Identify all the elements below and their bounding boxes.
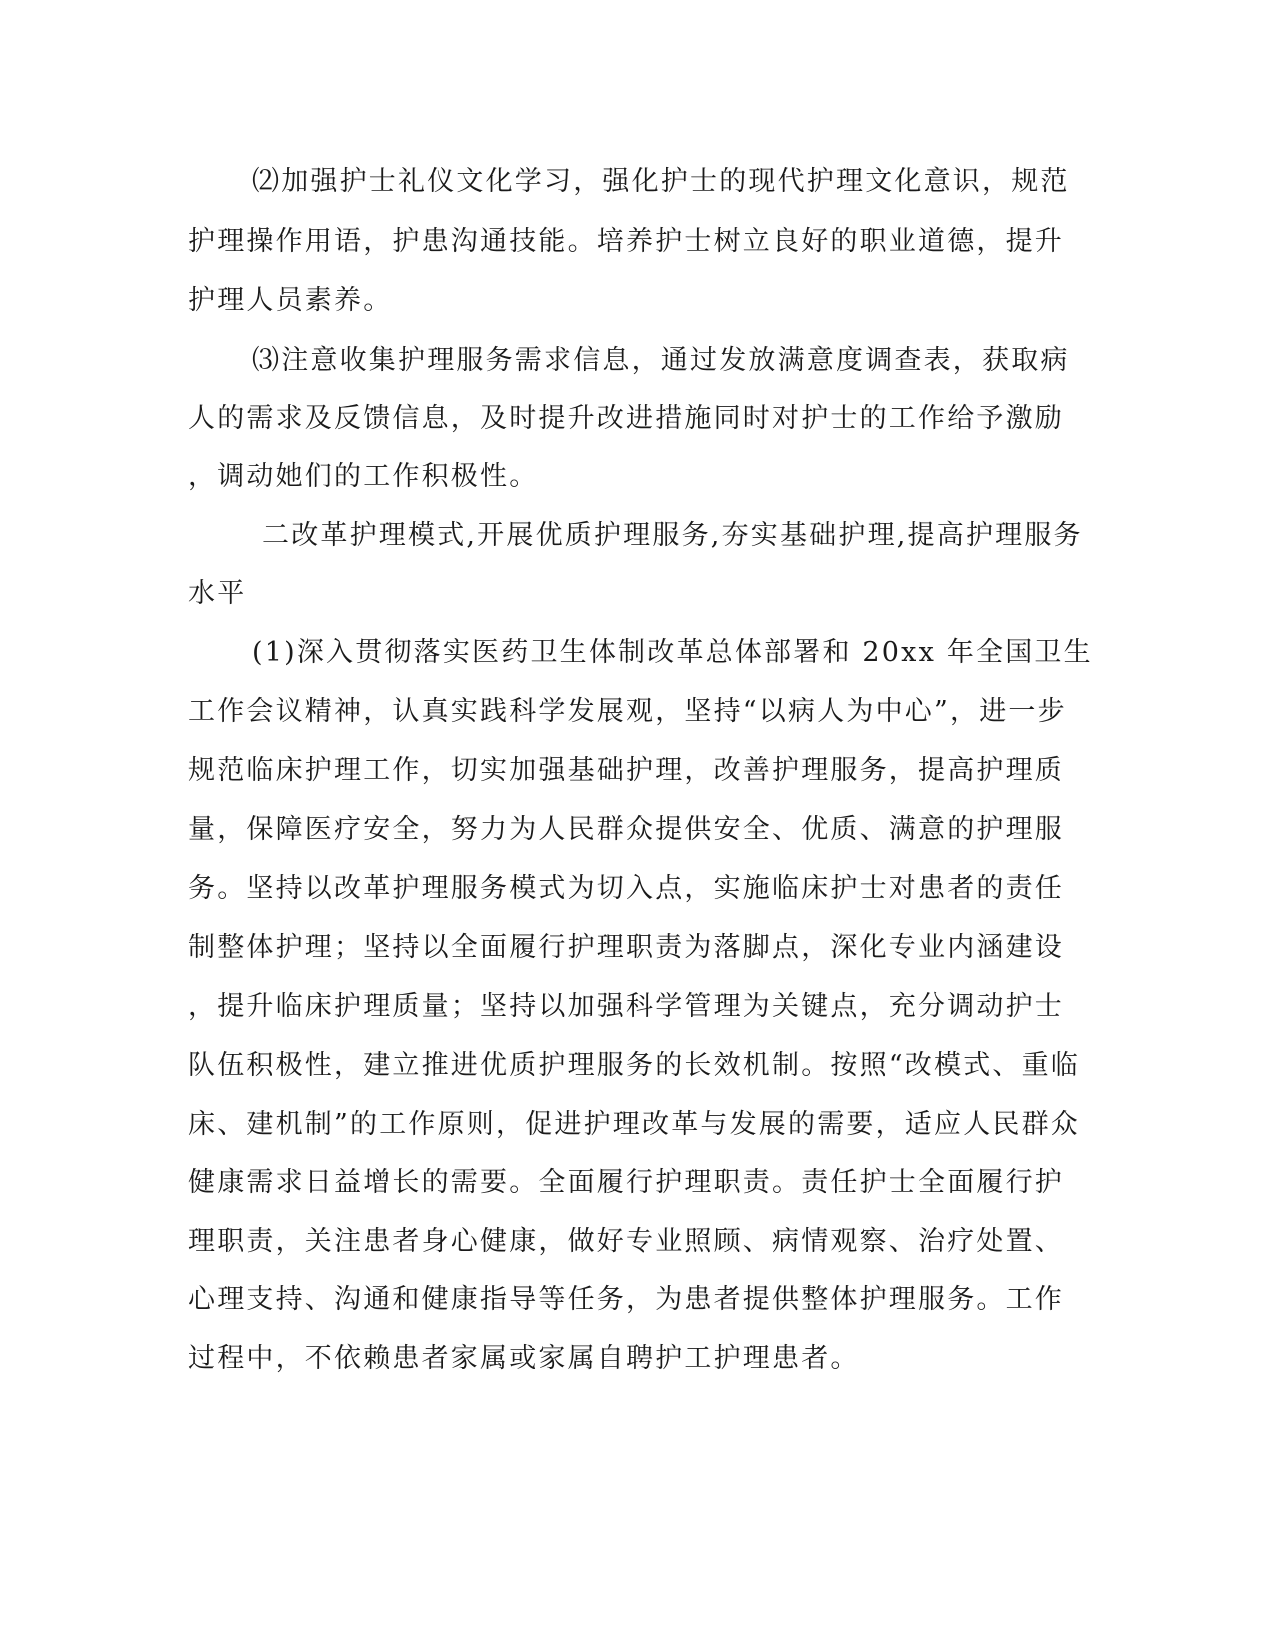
section-heading-line-2: 水平 xyxy=(188,578,247,609)
paragraph-4-line-9: 床、建机制”的工作原则，促进护理改革与发展的需要，适应人民群众 xyxy=(188,1109,1081,1140)
paragraph-4-line-7: ，提升临床护理质量；坚持以加强科学管理为关键点，充分调动护士 xyxy=(188,991,1064,1022)
paragraph-4-line-10: 健康需求日益增长的需要。全面履行护理职责。责任护士全面履行护 xyxy=(188,1167,1064,1198)
paragraph-2-line-1: ⑶注意收集护理服务需求信息，通过发放满意度调查表，获取病 xyxy=(252,345,1070,376)
paragraph-1-line-1: ⑵加强护士礼仪文化学习，强化护士的现代护理文化意识，规范 xyxy=(252,166,1070,197)
paragraph-4-line-1: (1)深入贯彻落实医药卫生体制改革总体部署和 20xx 年全国卫生 xyxy=(252,637,1093,668)
paragraph-4-line-12: 心理支持、沟通和健康指导等任务，为患者提供整体护理服务。工作 xyxy=(188,1284,1064,1315)
paragraph-2-line-2: 人的需求及反馈信息，及时提升改进措施同时对护士的工作给予激励 xyxy=(188,403,1064,434)
paragraph-4-line-11: 理职责，关注患者身心健康，做好专业照顾、病情观察、治疗处置、 xyxy=(188,1226,1064,1257)
paragraph-4-line-4: 量，保障医疗安全，努力为人民群众提供安全、优质、满意的护理服 xyxy=(188,814,1064,845)
paragraph-4-line-5: 务。坚持以改革护理服务模式为切入点，实施临床护士对患者的责任 xyxy=(188,873,1064,904)
paragraph-4-line-3: 规范临床护理工作，切实加强基础护理，改善护理服务，提高护理质 xyxy=(188,755,1064,786)
paragraph-1-line-3: 护理人员素养。 xyxy=(188,285,393,316)
paragraph-2-line-3: ，调动她们的工作积极性。 xyxy=(188,461,539,492)
section-heading-line-1: 二改革护理模式,开展优质护理服务,夯实基础护理,提高护理服务 xyxy=(262,520,1083,551)
paragraph-4-line-8: 队伍积极性，建立推进优质护理服务的长效机制。按照“改模式、重临 xyxy=(188,1050,1081,1081)
paragraph-1-line-2: 护理操作用语，护患沟通技能。培养护士树立良好的职业道德，提升 xyxy=(188,226,1064,257)
paragraph-4-line-2: 工作会议精神，认真实践科学发展观，坚持“以病人为中心”，进一步 xyxy=(188,696,1067,727)
paragraph-4-line-6: 制整体护理；坚持以全面履行护理职责为落脚点，深化专业内涵建设 xyxy=(188,932,1064,963)
paragraph-4-line-13: 过程中，不依赖患者家属或家属自聘护工护理患者。 xyxy=(188,1343,860,1374)
